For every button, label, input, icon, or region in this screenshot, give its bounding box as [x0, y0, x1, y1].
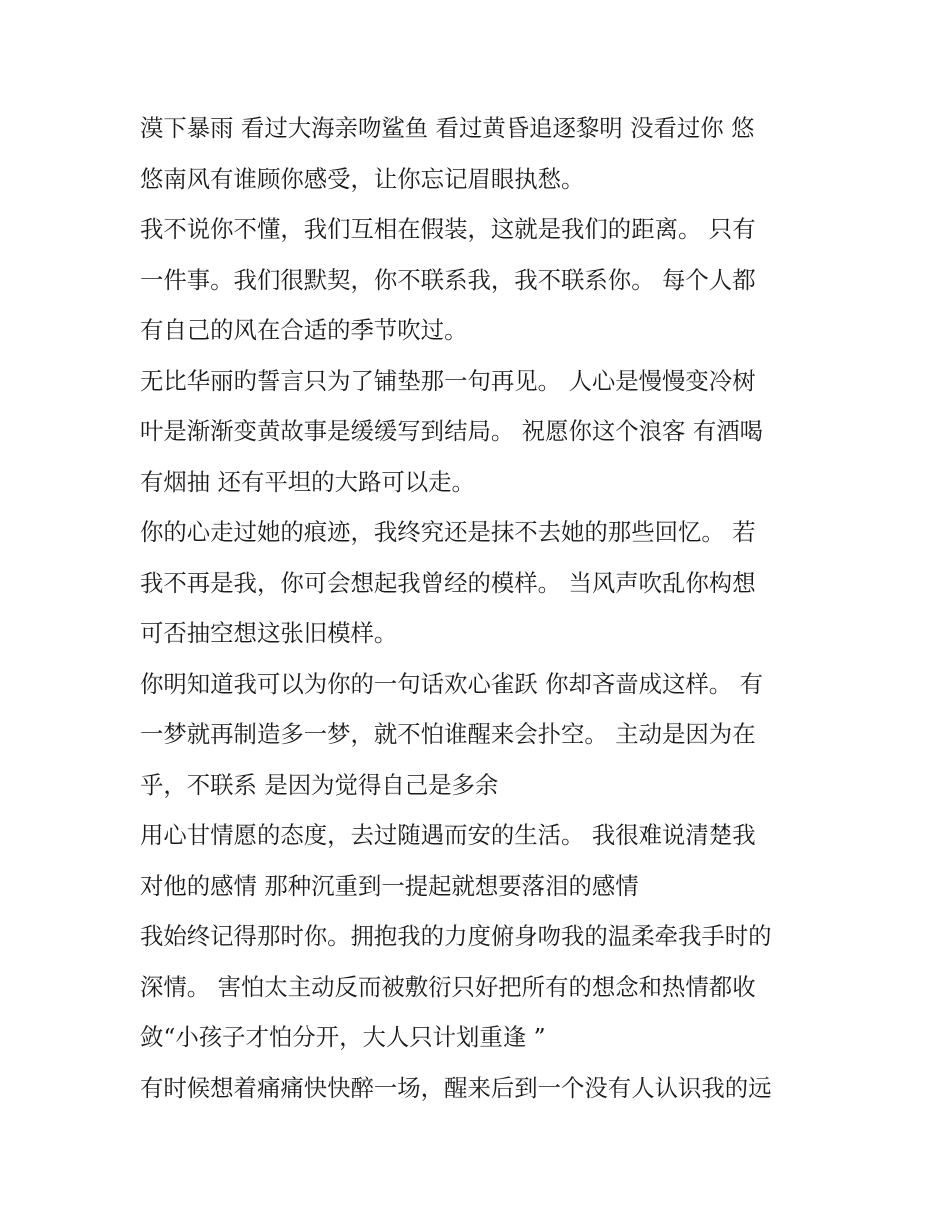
text-line: 叶是渐渐变黄故事是缓缓写到结局。 祝愿你这个浪客 有酒喝 — [140, 417, 764, 445]
text-line: 无比华丽旳誓言只为了铺垫那一句再见。 人心是慢慢变冷树 — [140, 366, 756, 395]
text-line: 可否抽空想这张旧模样。 — [140, 619, 398, 647]
text-line: 我不说你不懂，我们互相在假装，这就是我们的距离。 只有 — [140, 215, 756, 243]
text-line: 乎，不联系 是因为觉得自己是多余 — [140, 770, 499, 799]
text-line: 我始终记得那时你。拥抱我的力度俯身吻我的温柔牵我手时的 — [140, 922, 772, 950]
text-line: 你的心走过她的痕迹，我终究还是抹不去她的那些回忆。 若 — [140, 518, 756, 546]
text-line: 对他的感情 那种沉重到一提起就想要落泪的感情 — [140, 871, 639, 900]
text-line: 有自己的风在合适的季节吹过。 — [140, 316, 468, 344]
text-line: 一梦就再制造多一梦，就不怕谁醒来会扑空。 主动是因为在 — [140, 720, 756, 748]
text-line: 我不再是我，你可会想起我曾经的模样。 当风声吹乱你构想 — [140, 568, 756, 597]
text-line: 有烟抽 还有平坦的大路可以走。 — [140, 467, 475, 496]
text-line: 一件事。我们很默契，你不联系我，我不联系你。 每个人都 — [140, 265, 756, 294]
text-line: 有时候想着痛痛快快醉一场，醒来后到一个没有人认识我的远 — [140, 1073, 772, 1102]
text-line: 用心甘情愿的态度，去过随遇而安的生活。 我很难说清楚我 — [140, 821, 756, 849]
text-line: 敛“小孩子才怕分开，大人只计划重逢 ” — [140, 1023, 546, 1051]
text-line: 漠下暴雨 看过大海亲吻鲨鱼 看过黄昏追逐黎明 没看过你 悠 — [140, 114, 755, 142]
body-text — [140, 110, 820, 1120]
text-line: 悠南风有谁顾你感受，让你忘记眉眼执愁。 — [140, 164, 585, 193]
text-line: 你明知道我可以为你的一句话欢心雀跃 你却吝啬成这样。 有 — [140, 669, 764, 698]
text-line: 深情。 害怕太主动反而被敷衍只好把所有的想念和热情都收 — [140, 972, 756, 1001]
